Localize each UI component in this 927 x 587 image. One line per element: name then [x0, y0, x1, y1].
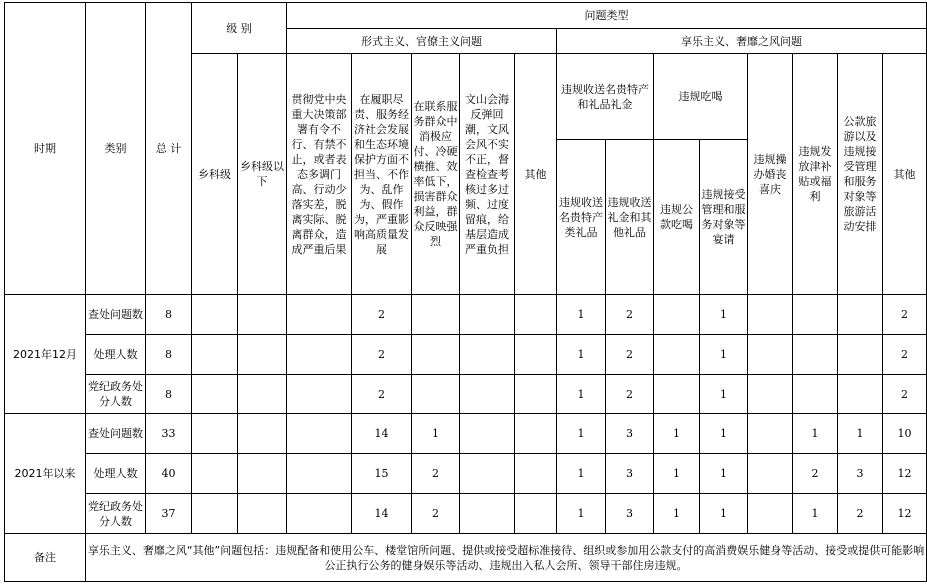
value-cell [412, 335, 460, 375]
value-cell: 3 [838, 454, 883, 494]
header-formalism: 形式主义、官僚主义问题 [287, 29, 557, 54]
value-cell [287, 454, 352, 494]
category-cell: 党纪政务处分人数 [86, 494, 146, 534]
value-cell [515, 295, 557, 335]
value-cell [838, 375, 883, 414]
value-cell: 3 [606, 454, 654, 494]
value-cell [460, 335, 515, 375]
value-cell: 14 [352, 414, 412, 454]
header-below-township: 乡科级以下 [238, 54, 287, 295]
value-cell: 1 [700, 375, 748, 414]
value-cell [838, 335, 883, 375]
value-cell [838, 295, 883, 335]
header-hedonism-col-5: 违规操办婚丧喜庆 [748, 54, 793, 295]
header-hedonism-col-1: 违规收送名贵特产类礼品 [557, 140, 606, 295]
value-cell: 3 [606, 414, 654, 454]
value-cell [192, 494, 238, 534]
header-period: 时期 [5, 3, 86, 295]
value-cell: 2 [793, 454, 838, 494]
value-cell: 1 [654, 454, 700, 494]
table-row [5, 454, 927, 494]
value-cell: 2 [352, 295, 412, 335]
value-cell: 2 [883, 335, 927, 375]
header-formalism-col-1: 贯彻党中央重大决策部署有令不行、有禁不止，或者表态多调门高、行动少落实差，脱离实际、脱离群众，造成严重后果 [287, 54, 352, 295]
value-cell: 1 [557, 375, 606, 414]
value-cell: 1 [654, 414, 700, 454]
value-cell [287, 295, 352, 335]
total-cell: 8 [146, 335, 192, 375]
header-formalism-col-3: 在联系服务群众中消极应付、冷硬横推、效率低下，损害群众利益，群众反映强烈 [412, 54, 460, 295]
value-cell: 1 [793, 414, 838, 454]
value-cell: 1 [700, 414, 748, 454]
category-cell: 党纪政务处分人数 [86, 375, 146, 414]
value-cell [238, 295, 287, 335]
header-hedonism-col-4: 违规接受管理和服务对象等宴请 [700, 140, 748, 295]
header-hedonism-col-8: 其他 [883, 54, 927, 295]
value-cell: 1 [557, 414, 606, 454]
value-cell [192, 295, 238, 335]
value-cell: 1 [700, 494, 748, 534]
table-row [5, 335, 927, 375]
value-cell [748, 295, 793, 335]
value-cell: 14 [352, 494, 412, 534]
header-formalism-col-2: 在履职尽责、服务经济社会发展和生态环境保护方面不担当、不作为、乱作为、假作为，严重影响高质量发展 [352, 54, 412, 295]
value-cell [654, 335, 700, 375]
header-hedonism: 享乐主义、奢靡之风问题 [557, 29, 927, 54]
total-cell: 8 [146, 295, 192, 335]
value-cell [654, 375, 700, 414]
value-cell: 2 [606, 335, 654, 375]
value-cell: 2 [412, 454, 460, 494]
value-cell [238, 375, 287, 414]
header-total: 总 计 [146, 3, 192, 295]
value-cell [793, 295, 838, 335]
value-cell: 2 [352, 335, 412, 375]
value-cell [748, 414, 793, 454]
value-cell [515, 335, 557, 375]
header-category: 类别 [86, 3, 146, 295]
value-cell [238, 414, 287, 454]
header-formalism-col-4: 文山会海反弹回潮，文风会风不实不正，督查检查考核过多过频、过度留痕，给基层造成严重负担 [460, 54, 515, 295]
value-cell [287, 414, 352, 454]
total-cell: 37 [146, 494, 192, 534]
header-hedonism-col-2: 违规收送礼金和其他礼品 [606, 140, 654, 295]
value-cell [748, 375, 793, 414]
value-cell [192, 414, 238, 454]
total-cell: 8 [146, 375, 192, 414]
value-cell: 1 [838, 414, 883, 454]
category-cell: 处理人数 [86, 454, 146, 494]
value-cell [748, 335, 793, 375]
category-cell: 查处问题数 [86, 295, 146, 335]
value-cell [515, 454, 557, 494]
value-cell: 2 [883, 295, 927, 335]
header-hedonism-col-3: 违规公款吃喝 [654, 140, 700, 295]
value-cell: 12 [883, 454, 927, 494]
header-dining-group: 违规吃喝 [654, 54, 748, 140]
value-cell [793, 375, 838, 414]
header-hedonism-col-6: 违规发放津补贴或福利 [793, 54, 838, 295]
value-cell [460, 295, 515, 335]
value-cell [412, 295, 460, 335]
value-cell [515, 414, 557, 454]
value-cell [287, 494, 352, 534]
value-cell: 2 [883, 375, 927, 414]
value-cell: 10 [883, 414, 927, 454]
value-cell [192, 375, 238, 414]
value-cell [238, 335, 287, 375]
value-cell [238, 454, 287, 494]
header-problem-type: 问题类型 [287, 3, 927, 29]
value-cell [238, 494, 287, 534]
total-cell: 33 [146, 414, 192, 454]
header-gift-group: 违规收送名贵特产和礼品礼金 [557, 54, 654, 140]
value-cell: 1 [700, 295, 748, 335]
category-cell: 查处问题数 [86, 414, 146, 454]
value-cell [192, 335, 238, 375]
table-row [5, 494, 927, 534]
value-cell [460, 454, 515, 494]
value-cell [515, 375, 557, 414]
period-cell: 2021年以来 [5, 414, 86, 534]
value-cell [192, 454, 238, 494]
value-cell [748, 494, 793, 534]
value-cell [460, 414, 515, 454]
value-cell [515, 494, 557, 534]
value-cell: 1 [557, 335, 606, 375]
value-cell [287, 335, 352, 375]
value-cell: 2 [606, 295, 654, 335]
value-cell: 2 [606, 375, 654, 414]
value-cell: 1 [557, 295, 606, 335]
value-cell: 15 [352, 454, 412, 494]
value-cell [460, 494, 515, 534]
value-cell: 2 [412, 494, 460, 534]
table-row [5, 414, 927, 454]
value-cell [460, 375, 515, 414]
header-formalism-col-5: 其他 [515, 54, 557, 295]
value-cell: 2 [352, 375, 412, 414]
value-cell [748, 454, 793, 494]
value-cell: 1 [700, 454, 748, 494]
value-cell: 3 [606, 494, 654, 534]
value-cell: 1 [557, 454, 606, 494]
value-cell [654, 295, 700, 335]
value-cell: 1 [654, 494, 700, 534]
note-text: 享乐主义、奢靡之风“其他”问题包括：违规配备和使用公车、楼堂馆所问题、提供或接受超标准接待、组织或参加用公款支付的高消费娱乐健身等活动、接受或提供可能影响公正执行公务的健身娱乐等活动、违规出入私人会所、领导干部住房违规。 [86, 534, 927, 582]
table-row [5, 295, 927, 335]
header-township: 乡科级 [192, 54, 238, 295]
value-cell: 2 [838, 494, 883, 534]
value-cell: 12 [883, 494, 927, 534]
value-cell: 1 [557, 494, 606, 534]
category-cell: 处理人数 [86, 335, 146, 375]
header-level: 级 别 [192, 3, 287, 54]
note-label: 备注 [5, 534, 86, 582]
value-cell: 1 [412, 414, 460, 454]
table-body [5, 295, 927, 534]
value-cell [793, 335, 838, 375]
supervision-table [4, 2, 927, 582]
period-cell: 2021年12月 [5, 295, 86, 414]
value-cell [412, 375, 460, 414]
header-hedonism-col-7: 公款旅游以及违规接受管理和服务对象等旅游活动安排 [838, 54, 883, 295]
total-cell: 40 [146, 454, 192, 494]
value-cell: 1 [793, 494, 838, 534]
value-cell [287, 375, 352, 414]
table-row [5, 375, 927, 414]
value-cell: 1 [700, 335, 748, 375]
